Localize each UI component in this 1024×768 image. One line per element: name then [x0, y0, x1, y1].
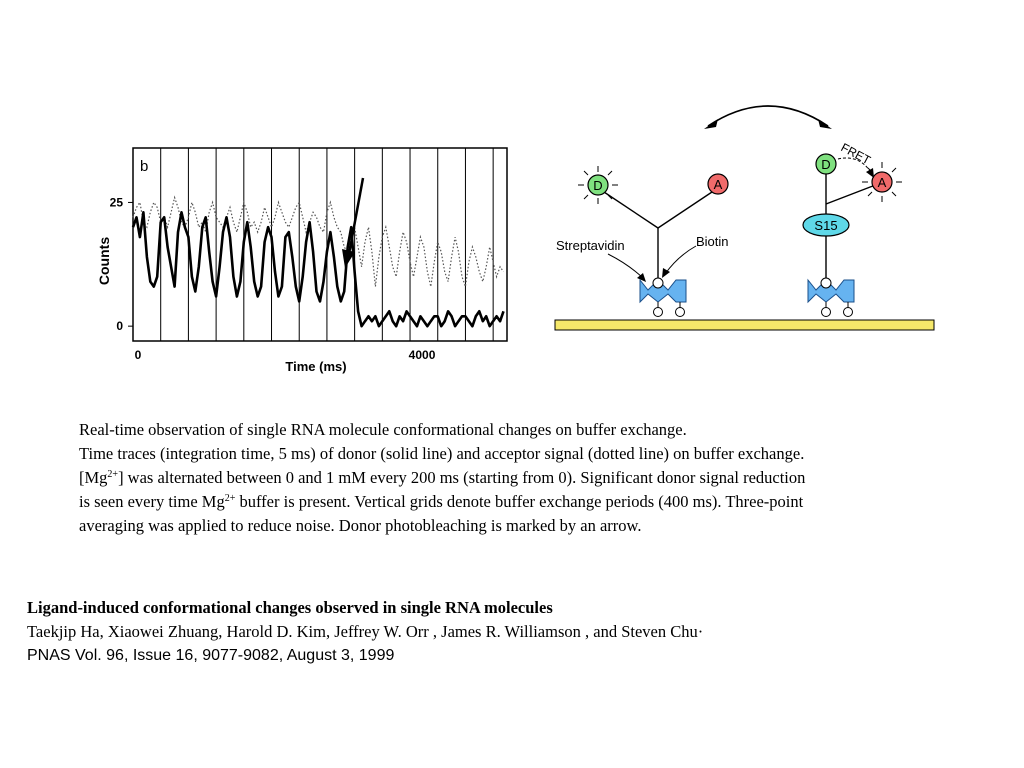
- caption-line-3b: ] was alternated between 0 and 1 mM every 200 ms (starting from 0). Significant donor signal reduction: [118, 468, 806, 487]
- caption-superscript-2: 2+: [224, 493, 236, 504]
- caption-line-2: Time traces (integration time, 5 ms) of donor (solid line) and acceptor signal (dotted line) on buffer exchange.: [79, 444, 805, 463]
- construct-right: [803, 140, 902, 316]
- y-axis-label: Counts: [96, 236, 112, 286]
- x-axis-label: Time (ms): [285, 359, 347, 374]
- paper-authors: Taekjip Ha, Xiaowei Zhuang, Harold D. Kim, Jeffrey W. Orr , James R. Williamson , and Steven Chu·: [27, 622, 704, 641]
- figure: [88, 96, 944, 386]
- y-tick-label: 25: [109, 195, 123, 210]
- streptavidin-label: Streptavidin: [556, 238, 625, 253]
- donor-label-left: D: [593, 178, 603, 193]
- fret-label: FRET: [838, 140, 873, 168]
- x-tick-label: 0: [134, 348, 142, 362]
- photobleaching-arrow: [342, 178, 363, 268]
- caption-line-5: averaging was applied to reduce noise. Donor photobleaching is marked by an arrow.: [79, 516, 642, 535]
- acceptor-label-right: A: [877, 175, 887, 190]
- fret-construct-diagram: [548, 96, 944, 386]
- s15-label: S15: [814, 218, 838, 233]
- tick-layer: [110, 195, 436, 362]
- caption-line-3a: [Mg: [79, 468, 108, 487]
- biotin-site-left: [653, 278, 663, 288]
- surface-slide: [555, 320, 934, 330]
- figure-caption: [79, 418, 969, 538]
- caption-line-4b: buffer is present. Vertical grids denote buffer exchange periods (400 ms). Three-point: [235, 492, 804, 511]
- biotin-site-right: [821, 278, 831, 288]
- paper-journal: PNAS Vol. 96, Issue 16, 9077-9082, August 3, 1999: [27, 647, 395, 664]
- caption-line-4a: is seen every time Mg: [79, 492, 225, 511]
- citation: [27, 596, 987, 668]
- time-trace-chart: [88, 96, 528, 386]
- caption-superscript-1: 2+: [107, 469, 119, 480]
- acceptor-label-left: A: [713, 177, 723, 192]
- paper-title: Ligand-induced conformational changes observed in single RNA molecules: [27, 598, 553, 617]
- y-tick-label: 0: [116, 319, 123, 334]
- biotin-label: Biotin: [696, 234, 729, 249]
- donor-label-right: D: [821, 157, 831, 172]
- caption-line-1: Real-time observation of single RNA molecule conformational changes on buffer exchange.: [79, 420, 687, 439]
- panel-label: b: [140, 158, 149, 175]
- x-tick-label: 4000: [408, 348, 436, 362]
- conformational-change-arrow: [704, 106, 832, 129]
- construct-left: [556, 166, 729, 317]
